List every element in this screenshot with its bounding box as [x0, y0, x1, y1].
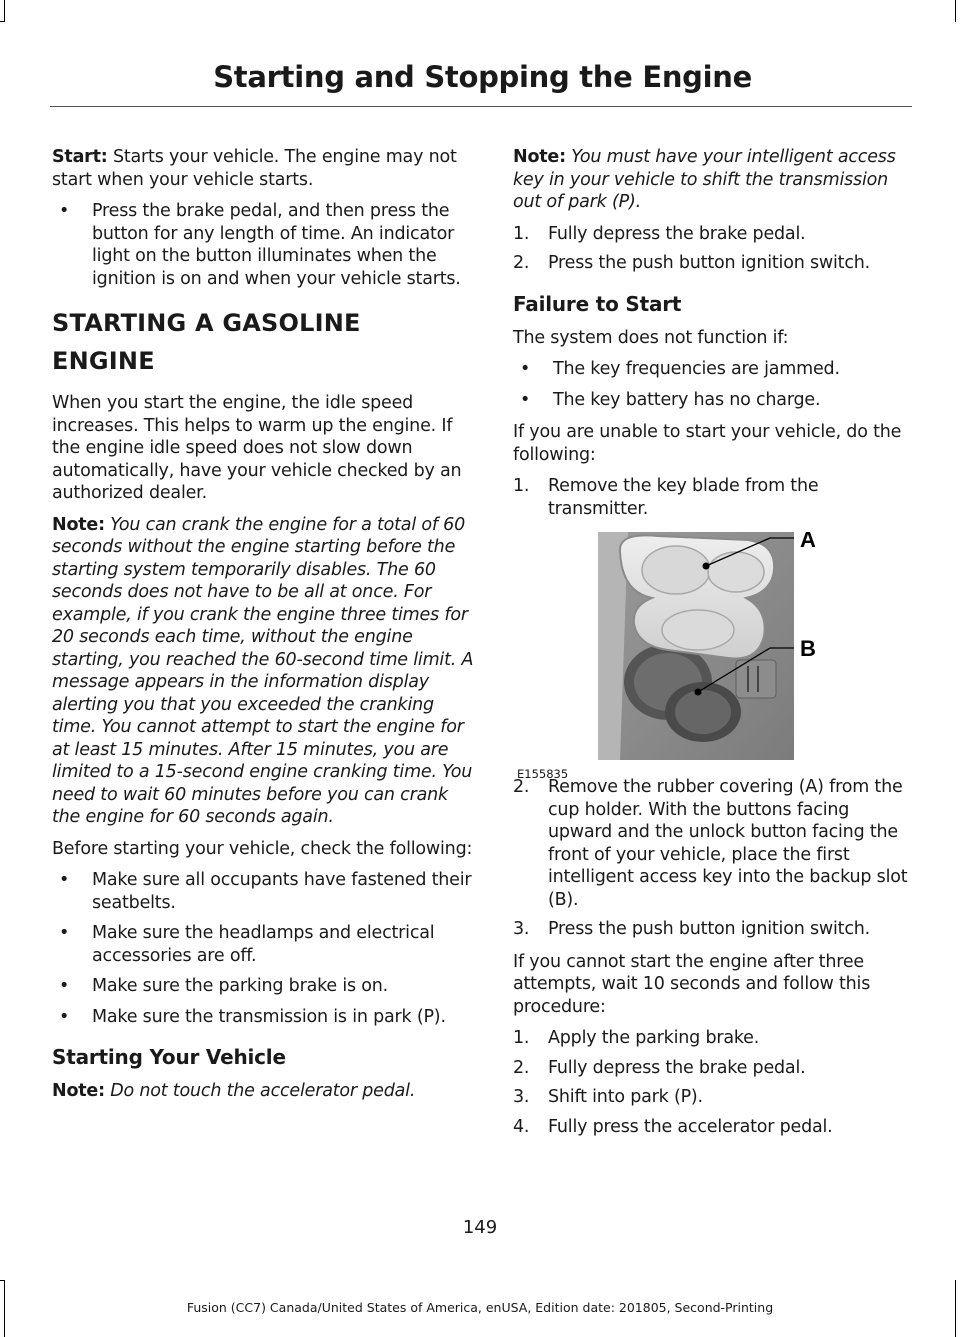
figure-code: E155835: [517, 767, 569, 781]
step-text: Shift into park (P).: [548, 1087, 703, 1107]
figure-label-b: B: [800, 636, 816, 661]
step-number: 4.: [513, 1116, 530, 1137]
header-rule: [50, 106, 912, 107]
figure-label-a: A: [800, 532, 816, 552]
step-text: Remove the rubber covering (A) from the cup holder. With the buttons facing upward and the unlock button facing the front of your vehicle, place the first intelligent access key into the backup slot (B).: [548, 777, 908, 910]
left-column: [52, 146, 478, 1112]
step-text: Apply the parking brake.: [548, 1028, 760, 1048]
subheading-failure: Failure to Start: [513, 291, 682, 316]
step-number: 1.: [513, 223, 530, 244]
heading-line: ENGINE: [52, 347, 155, 375]
note-intelligent-key: [513, 146, 913, 214]
heading-line: STARTING A GASOLINE: [52, 309, 361, 337]
list-item: [513, 475, 913, 520]
condition-list: [513, 358, 913, 411]
cup-holder-figure: [598, 532, 860, 760]
list-item: • The key frequencies are jammed.: [513, 358, 913, 381]
list-item: • Press the brake pedal, and then press the button for any length of time. An indicator light on the button illuminates when the ignition is on and when your vehicle starts.: [52, 200, 478, 290]
list-item: [513, 1086, 913, 1109]
step-number: 2.: [513, 777, 530, 797]
start-paragraph: [52, 146, 478, 191]
step-number: 1.: [513, 1028, 530, 1048]
crop-mark-bottom-left-h: [0, 1280, 5, 1281]
list-item: [513, 252, 913, 275]
list-item: • Make sure the transmission is in park (P).: [52, 1006, 478, 1029]
list-item: [513, 776, 913, 911]
crop-mark-top-left-h: [0, 21, 5, 22]
system-paragraph: The system does not function if:: [513, 327, 789, 348]
crop-mark-top-right: [955, 0, 956, 22]
list-item: [513, 1057, 913, 1080]
step-text: Fully depress the brake pedal.: [548, 223, 806, 244]
unable-paragraph: If you are unable to start your vehicle, do the following:: [513, 422, 902, 465]
list-item: • Make sure the parking brake is on.: [52, 975, 478, 998]
note-crank: [52, 514, 478, 829]
steps-procedure: [513, 1027, 913, 1138]
start-label: Start:: [52, 147, 108, 167]
page-header-title: Starting and Stopping the Engine: [213, 60, 752, 94]
step-text: Remove the key blade from the transmitter.: [548, 476, 819, 519]
right-column: [513, 146, 913, 1148]
steps-remove-blade: [513, 475, 913, 520]
note-label: Note:: [52, 514, 105, 535]
attempts-paragraph: If you cannot start the engine after three attempts, wait 10 seconds and follow this procedure:: [513, 951, 871, 1017]
cup-holder-illustration: [598, 532, 860, 760]
crop-mark-top-left: [4, 0, 5, 22]
steps-backup-slot: [513, 776, 913, 941]
step-number: 3.: [513, 1087, 530, 1107]
step-number: 3.: [513, 919, 530, 939]
step-number: 2.: [513, 253, 530, 273]
step-text: Fully press the accelerator pedal.: [548, 1116, 833, 1137]
note-text: You can crank the engine for a total of 60 seconds without the engine starting before the starting system temporarily disables. The 60 seconds does not have to be all at once. For example, if you crank the engine three times for 20 seconds each time, without the engine starting, you reached the 60-second time limit. A message appears in the information display alerting you that you exceeded the cranking time. You cannot attempt to start the engine for at least 15 minutes. After 15 minutes, you are limited to a 15-second engine cranking time. You need to wait 60 minutes before you can crank the engine for 60 seconds again.: [52, 514, 474, 827]
section-heading-gasoline: [52, 308, 478, 376]
start-bullet-list: [52, 200, 478, 290]
step-text: Fully depress the brake pedal.: [548, 1057, 806, 1078]
check-paragraph: Before starting your vehicle, check the following:: [52, 838, 473, 859]
idle-paragraph: When you start the engine, the idle speed increases. This helps to warm up the engine. If the engine idle speed does not slow down automatically, have your vehicle checked by an authorized dealer.: [52, 393, 462, 503]
note-accelerator: [52, 1080, 478, 1103]
page-number: 149: [462, 1217, 498, 1238]
note-label: Note:: [513, 147, 566, 167]
step-text: Press the push button ignition switch.: [548, 253, 870, 273]
subheading-starting-vehicle: Starting Your Vehicle: [52, 1045, 286, 1069]
steps-start: [513, 223, 913, 275]
step-text: Press the push button ignition switch.: [548, 919, 870, 939]
step-number: 2.: [513, 1057, 530, 1078]
list-item: [513, 918, 913, 941]
list-item: • Make sure the headlamps and electrical accessories are off.: [52, 922, 478, 967]
list-item: [513, 223, 913, 246]
check-list: [52, 869, 478, 1028]
note-text: You must have your intelligent access key in your vehicle to shift the transmission out of park (P).: [513, 147, 896, 212]
list-item: [513, 1027, 913, 1050]
list-item: • The key battery has no charge.: [513, 389, 913, 412]
list-item: [513, 1116, 913, 1139]
step-number: 1.: [513, 476, 530, 496]
start-text: Starts your vehicle. The engine may not start when your vehicle starts.: [52, 147, 457, 190]
note-label: Note:: [52, 1081, 105, 1101]
note-text: Do not touch the accelerator pedal.: [104, 1081, 416, 1101]
footer-edition: Fusion (CC7) Canada/United States of America, enUSA, Edition date: 201805, Second-Printing: [186, 1300, 774, 1315]
list-item: • Make sure all occupants have fastened their seatbelts.: [52, 869, 478, 914]
